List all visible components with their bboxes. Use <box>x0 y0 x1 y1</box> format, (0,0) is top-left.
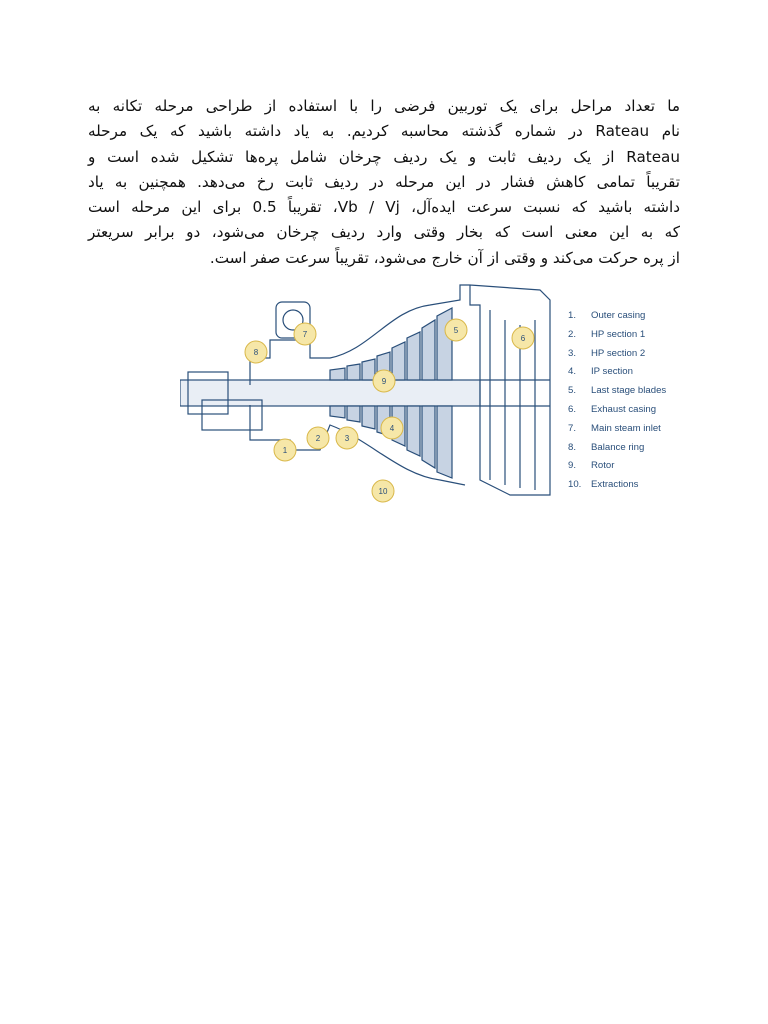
paragraph-line: تقریباً تمامی کاهش فشار در این مرحله در ردیف ثابت رخ می‌دهد. همچنین به یاد <box>88 172 680 191</box>
marker-10 <box>372 480 394 502</box>
legend-item: 8. Balance ring <box>568 441 645 453</box>
svg-text:5: 5 <box>453 326 459 335</box>
blade-rows-upper <box>330 308 452 380</box>
svg-text:1: 1 <box>282 446 288 455</box>
legend-item: 7. Main steam inlet <box>568 422 661 434</box>
legend-item: 1. Outer casing <box>568 310 646 321</box>
marker-2 <box>307 427 329 449</box>
marker-6 <box>512 327 534 349</box>
marker-1 <box>274 439 296 461</box>
paragraph-line: ما تعداد مراحل برای یک توربین فرضی را با استفاده از طراحی مرحله تکانه به <box>88 97 680 115</box>
svg-text:7: 7 <box>302 330 308 339</box>
paragraph-line: داشته باشید که نسبت سرعت ایده‌آل، Vb / Vj، تقریباً 0.5 برای این مرحله است <box>88 198 680 217</box>
legend-item: 6. Exhaust casing <box>568 403 657 415</box>
turbine-drawing <box>180 285 550 495</box>
svg-text:10: 10 <box>378 487 388 496</box>
legend-item: 3. HP section 2 <box>568 347 646 359</box>
marker-5 <box>445 319 467 341</box>
rotor-shaft <box>180 380 480 406</box>
paragraph-line: که به این معنی است که بخار وقتی وارد ردیف چرخان می‌شود، دو برابر سریعتر <box>88 223 680 242</box>
paragraph-line: Rateau از یک ردیف ثابت و یک ردیف چرخان شامل پره‌ها تشکیل شده است و <box>88 147 680 166</box>
svg-text:8: 8 <box>253 348 259 357</box>
paragraph-line: از پره حرکت می‌کند و وقتی از آن خارج می‌شود، تقریباً سرعت صفر است. <box>209 248 680 267</box>
legend-item: 10. Extractions <box>568 479 639 491</box>
svg-text:6: 6 <box>520 334 526 343</box>
body-paragraph <box>88 94 680 271</box>
paragraph-line: نام Rateau در شماره گذشته محاسبه کردیم. به یاد داشته باشید که یک مرحله <box>88 122 680 141</box>
marker-7 <box>294 323 316 345</box>
legend-item: 4. IP section <box>568 366 633 378</box>
figure-legend <box>568 310 688 498</box>
marker-3 <box>336 427 358 449</box>
legend-item: 9. Rotor <box>568 460 615 472</box>
legend-item: 5. Last stage blades <box>568 385 667 397</box>
svg-text:4: 4 <box>389 424 395 433</box>
marker-4 <box>381 417 403 439</box>
svg-text:2: 2 <box>315 434 321 443</box>
marker-9 <box>373 370 395 392</box>
svg-text:3: 3 <box>344 434 350 443</box>
marker-8 <box>245 341 267 363</box>
legend-item: 2. HP section 1 <box>568 328 646 340</box>
svg-text:9: 9 <box>381 377 387 386</box>
